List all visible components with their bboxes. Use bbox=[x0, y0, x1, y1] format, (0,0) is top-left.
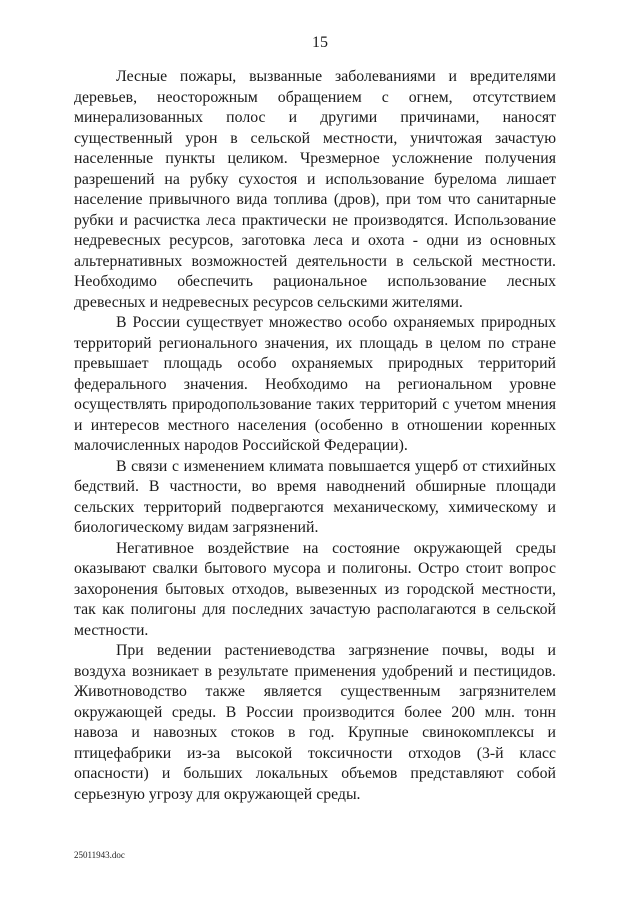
paragraph-agriculture-pollution: При ведении растениеводства загрязнение почвы, воды и воздуха возникает в результате применения удобрений и пестицидов. Животноводство также является существенным загрязнителем окружающей среды. В России производится более 200 млн. тонн навоза и навозных стоков в год. Крупные свинокомплексы и птицефабрики из-за высокой токсичности отходов (3-й класс опасности) и больших локальных объемов представляют собой серьезную угрозу для окружающей среды. bbox=[74, 642, 556, 803]
paragraph-protected-territories: В России существует множество особо охраняемых природных территорий регионального значения, их площадь в целом по стране превышает площадь особо охраняемых природных территорий федерального значения. Необходимо на региональном уровне осуществлять природопользование таких территорий с учетом мнения и интересов местного населения (особенно в отношении коренных малочисленных народов Российской Федерации). bbox=[74, 314, 556, 454]
paragraph-forest-fires: Лесные пожары, вызванные заболеваниями и вредителями деревьев, неосторожным обращением с огнем, отсутствием минерализованных полос и другими причинами, наносят существенный урон в сельской местности, уничтожая зачастую населенные пункты целиком. Чрезмерное усложнение получения разрешений на рубку сухостоя и использование бурелома лишает население привычного вида топлива (дров), при том что санитарные рубки и расчистка леса практически не производятся. Использование недревесных ресурсов, заготовка леса и охота - одни из основных альтернативных возможностей деятельности в сельской местности. Необходимо обеспечить рациональное использование лесных древесных и недревесных ресурсов сельскими жителями. bbox=[74, 68, 556, 311]
footer-filename: 25011943.doc bbox=[74, 850, 125, 860]
paragraph-waste-landfills: Негативное воздействие на состояние окружающей среды оказывают свалки бытового мусора и полигоны. Остро стоит вопрос захоронения бытовых отходов, вывезенных из городской местности, так как полигоны для последних зачастую располагаются в сельской местности. bbox=[74, 539, 556, 639]
paragraph-climate-disasters: В связи с изменением климата повышается ущерб от стихийных бедствий. В частности, во время наводнений обширные площади сельских территорий подвергаются механическому, химическому и биологическому видам загрязнений. bbox=[74, 457, 556, 536]
document-body bbox=[74, 67, 556, 805]
page-number: 15 bbox=[312, 34, 328, 51]
